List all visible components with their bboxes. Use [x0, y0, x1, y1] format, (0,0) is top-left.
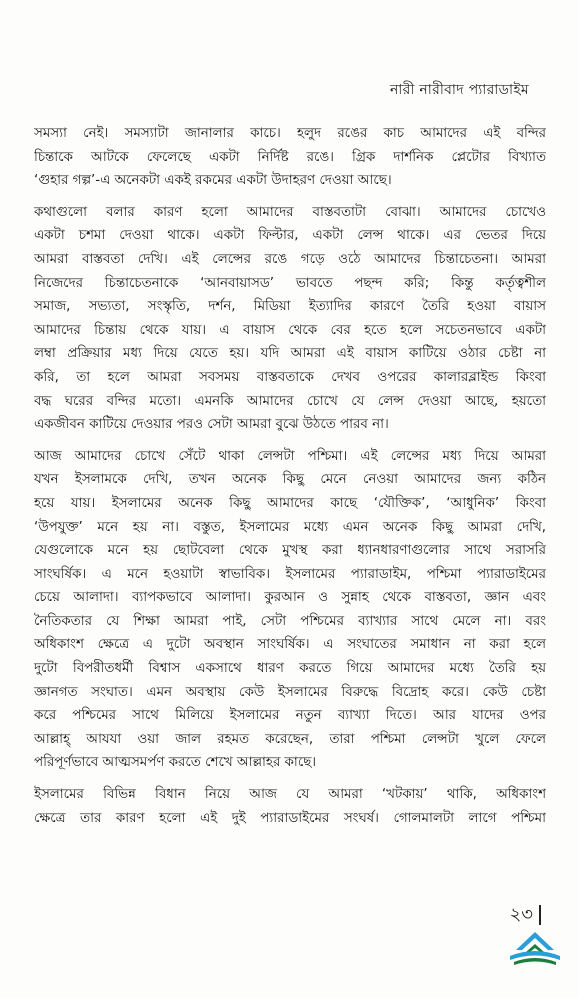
text-line: ক্ষেত্রে তার কারণ হলো এই দুই প্যারাডাইমের সংঘর্ষ। গোলমালটা লাগে পশ্চিমা: [34, 810, 546, 826]
paragraph: [34, 445, 546, 775]
text-line: সমাজ, সভ্যতা, সংস্কৃতি, দর্শন, মিডিয়া ইত্যাদির কারণে তৈরি হওয়া বায়াস: [34, 299, 546, 315]
text-line: অধিকাংশ ক্ষেত্রে এ দুটো অবস্থান সাংঘর্ষিক। এ সংঘাতের সমাধান না করা হলে: [34, 637, 546, 653]
text-line: ‘উপযুক্ত’ মনে হয় না। বস্তুত, ইসলামের মধ্যে এমন অনেক কিছু আমরা দেখি,: [34, 519, 546, 535]
text-line: আমাদের চিন্তায় থেকে যায়। এ বায়াস থেকে বের হতে হলে সচেতনভাবে একটা: [34, 322, 546, 338]
text-line: দুটো বিপরীতধর্মী বিশ্বাস একসাথে ধারণ করতে গিয়ে আমাদের মধ্যে তৈরি হয়: [34, 661, 546, 677]
text-line: সাংঘর্ষিক। এ মনে হওয়াটা স্বাভাবিক। ইসলামের প্যারাডাইম, পশ্চিমা প্যারাডাইমের: [34, 566, 546, 582]
text-line: পরিপূর্ণভাবে আত্মসমর্পণ করতে শেখে আল্লাহর কাছে।: [34, 755, 317, 771]
text-line: আজ আমাদের চোখে সেঁটে থাকা লেন্সটা পশ্চিমা। এই লেন্সের মধ্য দিয়ে আমরা: [34, 448, 546, 464]
body-text: [34, 122, 546, 830]
text-line: বদ্ধ ঘরের বন্দির মতো। এমনকি আমাদের চোখে যে লেন্স দেওয়া আছে, হয়তো: [34, 393, 546, 409]
text-line: যেগুলোকে মনে হয় ছোটবেলা থেকে মুখস্থ করা ধ্যানধারণাগুলোর সাথে সরাসরি: [34, 543, 546, 559]
publisher-logo-icon: [506, 930, 564, 970]
text-line: করি, তা হলে আমরা সবসময় বাস্তবতাকে দেখব ওপরের কালারব্লাইন্ড কিংবা: [34, 369, 546, 385]
text-line: ইসলামের বিভিন্ন বিধান নিয়ে আজ যে আমরা ‘খটকায়’ থাকি, অধিকাংশ: [34, 787, 546, 803]
text-line: ‘গুহার গল্প’-এ অনেকটা একই রকমের একটা উদাহরণ দেওয়া আছে।: [34, 173, 392, 189]
text-line: একটা চশমা দেওয়া থাকে। একটা ফিল্টার, একটা লেন্স থাকে। এর ভেতর দিয়ে: [34, 228, 546, 244]
text-line: চিন্তাকে আটকে ফেলেছে একটা নির্দিষ্ট রঙে। গ্রিক দার্শনিক প্লেটোর বিখ্যাত: [34, 149, 546, 165]
text-line: করে পশ্চিমের সাথে মিলিয়ে ইসলামের নতুন ব্যাখ্যা দিতে। আর যাদের ওপর: [34, 708, 546, 724]
page-number: ২৩: [510, 905, 541, 925]
text-line: লম্বা প্রক্রিয়ার মধ্য দিয়ে যেতে হয়। যদি আমরা এই বায়াস কাটিয়ে ওঠার চেষ্টা না: [34, 346, 546, 362]
text-line: কথাগুলো বলার কারণ হলো আমাদের বাস্তবতাটা বোঝা। আমাদের চোখেও: [34, 204, 546, 220]
text-line: চেয়ে আলাদা। ব্যাপকভাবে আলাদা। কুরআন ও সুন্নাহ থেকে বাস্তবতা, জ্ঞান এবং: [34, 590, 546, 606]
running-header: নারী নারীবাদ প্যারাডাইম: [389, 82, 529, 98]
text-line: জ্ঞানগত সংঘাত। এমন অবস্থায় কেউ ইসলামের বিরুদ্ধে বিদ্রোহ করে। কেউ চেষ্টা: [34, 684, 546, 700]
text-line: যখন ইসলামকে দেখি, তখন অনেক কিছু মেনে নেওয়া আমাদের জন্য কঠিন: [34, 472, 546, 488]
text-line: সমস্যা নেই। সমস্যাটা জানালার কাচে। হলুদ রঙের কাচ আমাদের এই বন্দির: [34, 126, 546, 141]
paragraph: [34, 201, 546, 437]
text-line: একজীবন কাটিয়ে দেওয়ার পরও সেটা আমরা বুঝে উঠতে পারব না।: [34, 417, 389, 433]
paragraph: [34, 122, 546, 193]
paragraph: [34, 783, 546, 830]
text-line: আমরা বাস্তবতা দেখি। এই লেন্সের রঙে গড়ে ওঠে আমাদের চিন্তাচেতনা। আমরা: [34, 251, 546, 267]
text-line: আল্লাহ্ আযযা ওয়া জাল রহমত করেছেন, তারা পশ্চিমা লেন্সটা খুলে ফেলে: [34, 731, 546, 747]
text-line: নৈতিকতার যে শিক্ষা আমরা পাই, সেটা পশ্চিমের ব্যাখ্যার সাথে মেলে না। বরং: [34, 613, 546, 629]
text-line: নিজেদের চিন্তাচেতনাকে ‘আনবায়াসড’ ভাবতে পছন্দ করি; কিন্তু কর্তৃত্বশীল: [34, 275, 546, 291]
text-line: হয়ে যায়। ইসলামের অনেক কিছু আমাদের কাছে ‘যৌক্তিক’, ‘আধুনিক’ কিংবা: [34, 495, 546, 511]
